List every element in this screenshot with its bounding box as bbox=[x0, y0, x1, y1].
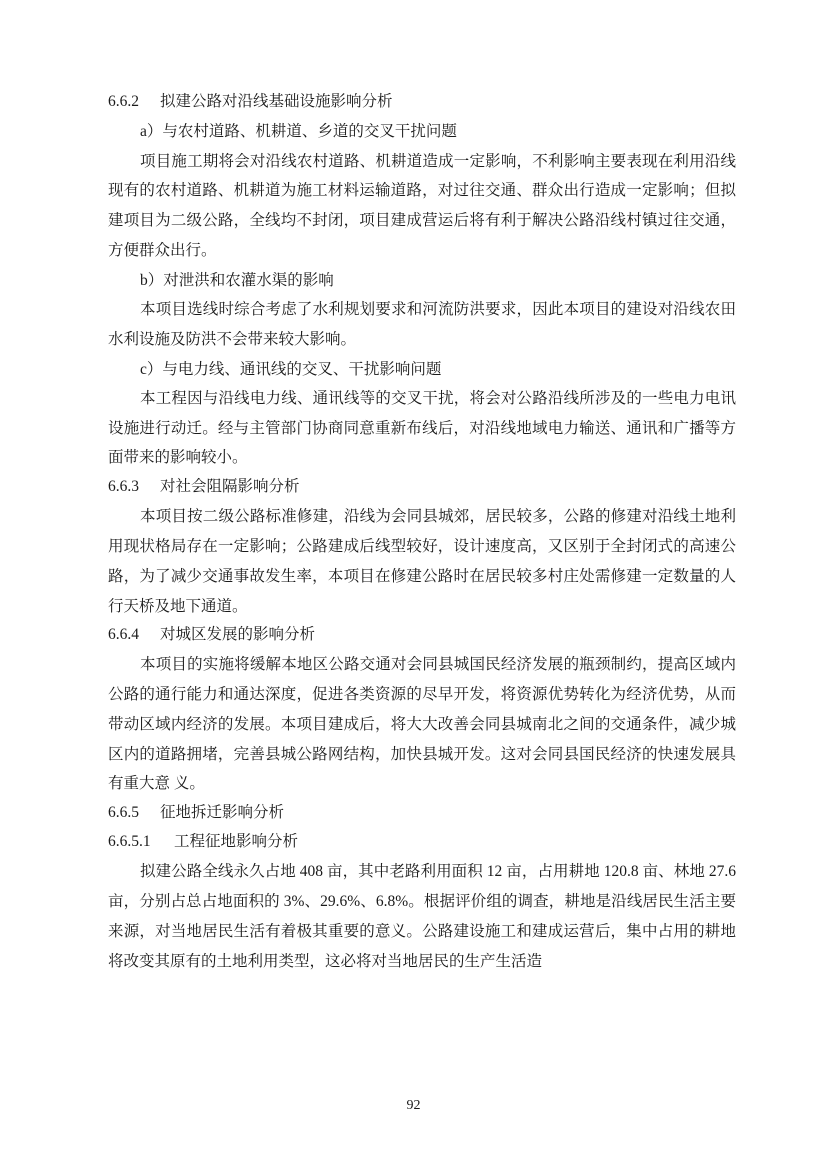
subheading-b: b）对泄洪和农灌水渠的影响 bbox=[140, 271, 334, 289]
heading-6-6-5 bbox=[108, 799, 736, 826]
heading-text: 征地拆迁影响分析 bbox=[160, 804, 285, 822]
heading-6-6-2 bbox=[108, 88, 736, 115]
heading-number: 6.6.3 bbox=[108, 478, 139, 496]
page-number: 92 bbox=[406, 1098, 421, 1113]
paragraph-6-6-4: 本项目的实施将缓解本地区公路交通对会同县城国民经济发展的瓶颈制约，提高区域内公路的通行能力和通达深度，促进各类资源的尽早开发，将资源优势转化为经济优势，从而带动区域内经济的发展。本项目建成后，将大大改善会同县城南北之间的交通条件，减少城区内的道路拥堵，完善县城公路网结构，加快县城开发。这对会同县国民经济的快速发展具有重大意 义。 bbox=[108, 656, 736, 793]
paragraph-b: 本项目选线时综合考虑了水利规划要求和河流防洪要求，因此本项目的建设对沿线农田水利设施及防洪不会带来较大影响。 bbox=[108, 301, 736, 348]
heading-6-6-3 bbox=[108, 473, 736, 500]
heading-text: 拟建公路对沿线基础设施影响分析 bbox=[160, 93, 393, 110]
heading-6-6-5-1 bbox=[108, 828, 736, 855]
heading-number: 6.6.4 bbox=[108, 626, 139, 644]
heading-number: 6.6.5 bbox=[108, 804, 139, 822]
paragraph-6-6-5-1: 拟建公路全线永久占地 408 亩，其中老路利用面积 12 亩，占用耕地 120.8 亩、林地 27.6 亩，分别占总占地面积的 3%、29.6%、6.8%。根据评价组的调查，耕地是沿线居民生活主要来源，对当地居民生活有着极其重要的意义。公路建设施工和建成运营后，集中占用的耕地将改变其原有的土地利用类型，这必将对当地居民的生产生活造 bbox=[108, 863, 736, 970]
heading-text: 对城区发展的影响分析 bbox=[160, 626, 316, 644]
paragraph-c: 本工程因与沿线电力线、通讯线等的交叉干扰，将会对公路沿线所涉及的一些电力电讯设施进行动迁。经与主管部门协商同意重新布线后，对沿线地域电力输送、通讯和广播等方面带来的影响较小。 bbox=[108, 389, 736, 467]
heading-number: 6.6.2 bbox=[108, 93, 139, 110]
page-body bbox=[108, 88, 736, 976]
heading-text: 对社会阻隔影响分析 bbox=[160, 478, 300, 496]
heading-6-6-4 bbox=[108, 621, 736, 648]
subheading-a: a）与农村道路、机耕道、乡道的交叉干扰问题 bbox=[140, 123, 457, 141]
paragraph-a: 项目施工期将会对沿线农村道路、机耕道造成一定影响，不利影响主要表现在利用沿线现有的农村道路、机耕道为施工材料运输道路，对过往交通、群众出行造成一定影响；但拟建项目为二级公路，全线均不封闭，项目建成营运后将有利于解决公路沿线村镇过往交通，方便群众出行。 bbox=[108, 152, 736, 259]
heading-number: 6.6.5.1 bbox=[108, 833, 151, 851]
heading-text: 工程征地影响分析 bbox=[174, 833, 299, 851]
paragraph-6-6-3: 本项目按二级公路标准修建，沿线为会同县城郊，居民较多，公路的修建对沿线土地利用现状格局存在一定影响；公路建成后线型较好，设计速度高，又区别于全封闭式的高速公路，为了减少交通事故发生率，本项目在修建公路时在居民较多村庄处需修建一定数量的人行天桥及地下通道。 bbox=[108, 508, 736, 615]
subheading-c: c）与电力线、通讯线的交叉、干扰影响问题 bbox=[140, 360, 442, 378]
